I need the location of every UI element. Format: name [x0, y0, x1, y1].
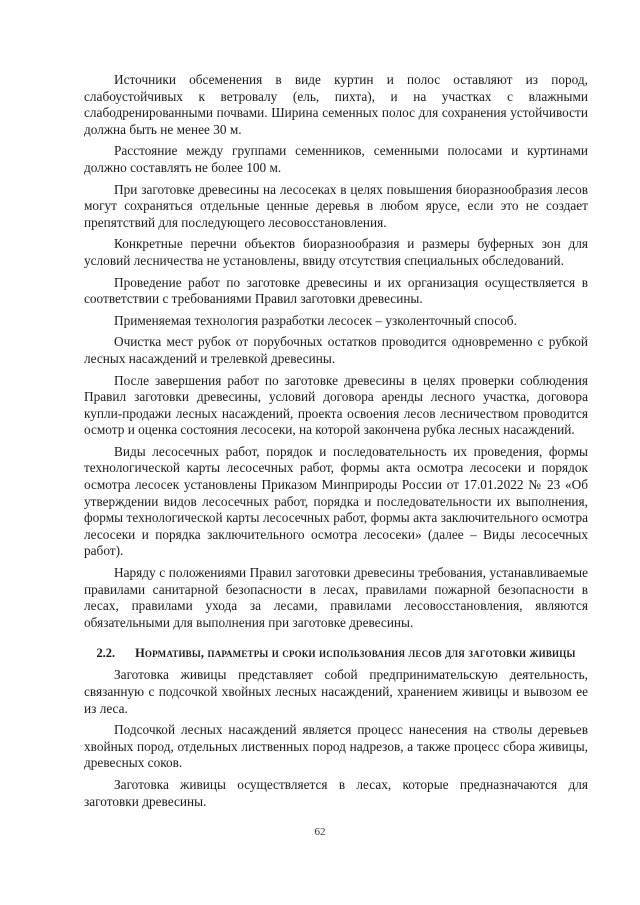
section-number: 2.2. — [96, 646, 116, 661]
paragraph-technology: Применяемая технология разработки лесосек – узколенточный способ. — [114, 312, 517, 328]
paragraph-resin-forests: Заготовка живицы осуществляется в лесах, которые предназначаются для заготовки древесины. — [84, 776, 588, 809]
paragraph-work-types: Виды лесосечных работ, порядок и последовательность их проведения, формы технологической карты лесосечных работ, формы акта осмотра лесосеки и порядок осмотра лесосек установлены Приказом Минприроды России от 17.01.2022 № 23 «Об утверждении видов лесосечных работ, порядка и последовательности их выполнения, формы технологической карты лесосечных работ, формы акта заключительного осмотра лесосеки и порядка заключительного осмотра лесосеки» (далее – Виды лесосечных работ). — [84, 443, 588, 559]
paragraph-safety-rules: Наряду с положениями Правил заготовки древесины требования, устанавливаемые правилами санитарной безопасности в лесах, правилами пожарной безопасности в лесах, правилами ухода за лесами, правилами лесовосстановления, являются обязательными для выполнения при заготовке древесины. — [84, 565, 588, 630]
paragraph-buffer-zones: Конкретные перечни объектов биоразнообразия и размеры буферных зон для условий лесничества не установлены, ввиду отсутствия специальных обследований. — [84, 236, 588, 268]
paragraph-biodiversity-trees: При заготовке древесины на лесосеках в целях повышения биоразнообразия лесов могут сохраняться отдельные ценные деревья в любом ярусе, если это не создает препятствий для последующего лесовосстановления. — [84, 181, 588, 230]
paragraph-resin-definition: Заготовка живицы представляет собой предпринимательскую деятельность, связанную с подсочкой хвойных лесных насаждений, хранением живицы и вывозом ее из леса. — [84, 667, 588, 716]
paragraph-tapping-definition: Подсочкой лесных насаждений является процесс нанесения на стволы деревьев хвойных пород, отдельных лиственных пород надрезов, а также процесс сбора живицы, древесных соков. — [84, 722, 588, 771]
section-title: Нормативы, параметры и сроки использования лесов для заготовки живицы — [135, 646, 576, 661]
paragraph-inspection: После завершения работ по заготовке древесины в целях проверки соблюдения Правил заготовки древесины, условий договора аренды лесного участка, договора купли-продажи лесных насаждений, проекта освоения лесов лесничеством проводится осмотр и оценка состояния лесосеки, на которой закончена рубка лесных насаждений. — [84, 372, 588, 438]
section-heading — [84, 645, 588, 661]
page-number: 62 — [314, 826, 326, 838]
paragraph-seed-distance: Расстояние между группами семенников, семенными полосами и куртинами должно составлять не более 100 м. — [84, 143, 588, 175]
paragraph-seed-sources: Источники обсеменения в виде куртин и полос оставляют из пород, слабоустойчивых к ветровалу (ель, пихта), и на участках с влажными слабодренированными почвами. Ширина семенных полос для сохранения устойчивости должна быть не менее 30 м. — [84, 72, 588, 137]
paragraph-cleanup: Очистка мест рубок от порубочных остатков проводится одновременно с рубкой лесных насаждений и трелевкой древесины. — [84, 334, 588, 366]
paragraph-harvest-organization: Проведение работ по заготовке древесины и их организация осуществляется в соответствии с требованиями Правил заготовки древесины. — [84, 274, 588, 307]
